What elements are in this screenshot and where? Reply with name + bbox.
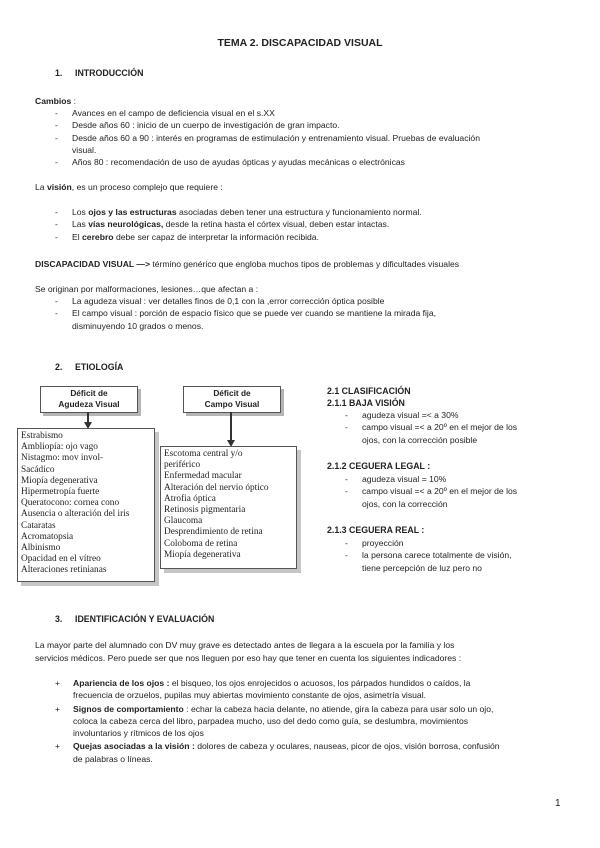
req-pre: Las (72, 219, 89, 230)
list-item: Albinismo (21, 543, 61, 554)
list-item: - La agudeza visual : ver detalles finos de 0,1 con la ,error corrección óptica posible (55, 295, 436, 307)
list-item: - campo visual =< a 20º en el mejor de los (345, 421, 517, 433)
list-item: Alteración del nervio óptico (164, 482, 269, 493)
ceguera-legal-list (345, 473, 517, 510)
indicator-bold: Signos de comportamiento (73, 703, 184, 714)
list-item: Desprendimiento de retina (164, 527, 263, 538)
list-item-continuation (55, 144, 480, 156)
campo-label-box (183, 386, 281, 413)
list-item: - proyección (345, 537, 512, 549)
req-post: desde la retina hasta el córtex visual, deben estar intactas. (163, 219, 390, 230)
list-item-continuation (345, 498, 517, 510)
indicator-bold: Quejas asociadas a la visión : (73, 741, 195, 752)
indicator-text: el bisqueo, los ojos enrojecidos o acuosos, los párpados hundidos o caídos, la (169, 678, 471, 688)
list-item: - la persona carece totalmente de visión, (345, 549, 512, 561)
list-item (55, 231, 422, 243)
vision-paragraph (35, 181, 223, 194)
list-item-continuation (55, 320, 436, 332)
section-3-intro-line2: servicios médicos. Pero puede ser que nos lleguen por eso hay que tener en cuenta los siguientes indicadores : (35, 653, 462, 663)
list-item: Sacádico (21, 464, 55, 475)
vision-post: , es un proceso complejo que requiere : (71, 182, 223, 192)
list-item: - agudeza visual = 10% (345, 473, 517, 485)
dv-bold: DISCAPACIDAD VISUAL —> (35, 259, 150, 269)
list-item-continuation (345, 434, 517, 446)
campo-list-box (160, 446, 297, 569)
list-item: - Avances en el campo de deficiencia visual en el s.XX (55, 107, 480, 119)
affects-list (55, 295, 436, 332)
vision-bold: visión (46, 182, 72, 192)
requirements-list (55, 206, 422, 243)
continuation-text: visual. (72, 144, 97, 155)
list-item: Atrofia óptica (164, 493, 216, 504)
req-bold: vías neurológicas, (88, 219, 164, 230)
origin-text: Se originan por malformaciones, lesiones…que afectan a : (35, 284, 259, 294)
ceguera-real-heading: 2.1.3 CEGUERA REAL : (327, 525, 425, 535)
indicator-text: involuntarios y rítmicos de los ojos (73, 728, 204, 739)
req-post: debe ser capaz de interpretar la información recibida. (113, 231, 319, 242)
dv-post: término genérico que engloba muchos tipos de problemas y dificultades visuales (150, 259, 460, 269)
page-title: TEMA 2. DISCAPACIDAD VISUAL (217, 37, 383, 49)
list-item: Alteraciones retinianas (21, 565, 107, 576)
cambios-label-text: Cambios (35, 96, 72, 106)
list-item: Coloboma de retina (164, 538, 238, 549)
agudeza-label-line2: Agudeza Visual (58, 399, 120, 409)
baja-vision-list (345, 409, 517, 446)
list-item: - agudeza visual =< a 30% (345, 409, 517, 421)
list-item: Estrabismo (21, 431, 63, 441)
list-item: Queratocono: cornea cono (21, 498, 120, 509)
cambios-colon: : (71, 96, 77, 106)
section-2-number: 2. (55, 362, 63, 372)
list-item: Hipermetropía fuerte (21, 487, 100, 498)
req-bold: cerebro (82, 231, 114, 242)
indicators-list (55, 677, 500, 766)
list-item: Acromatopsia (21, 531, 74, 542)
cambios-label (35, 95, 76, 108)
list-item: - Desde años 60 a 90 : interés en programas de estimulación y entrenamiento visual. Pruebas de evaluación (55, 132, 480, 144)
list-item: Enfermedad macular (164, 471, 242, 482)
campo-arrow-line (230, 412, 232, 442)
list-item: Nistagmo: mov invol- (21, 453, 104, 464)
agudeza-label-box (40, 386, 138, 413)
list-item: Glaucoma (164, 516, 203, 527)
continuation-text: ojos, con la corrección (362, 498, 448, 509)
section-3-intro-line1: La mayor parte del alumnado con DV muy grave es detectado antes de llegara a la escuela por la familia y los (35, 640, 455, 650)
section-1-number: 1. (55, 68, 63, 78)
agudeza-list-box (17, 428, 155, 582)
indicator-text: : echar la cabeza hacia delante, no atiende, gira la cabeza para usar solo un ojo, (183, 703, 494, 714)
list-item: Miopía degenerativa (21, 475, 98, 486)
vision-pre: La (35, 182, 47, 192)
agudeza-label-line1: Déficit de (70, 388, 108, 398)
campo-label-line2: Campo Visual (204, 399, 260, 409)
continuation-text: disminuyendo 10 grados o menos. (72, 320, 204, 331)
campo-label-line1: Déficit de (213, 388, 251, 398)
ceguera-real-list (345, 537, 512, 574)
list-item: Ausencia o alteración del iris (21, 509, 130, 520)
clasificacion-heading: 2.1 CLASIFICACIÓN (327, 386, 411, 396)
page-number: 1 (555, 798, 561, 809)
cambios-list (55, 107, 480, 168)
list-item-continuation (345, 562, 512, 574)
list-item: - Años 80 : recomendación de uso de ayudas ópticas y ayudas mecánicas o electrónicas (55, 156, 480, 168)
list-item: Escotoma central y/o (164, 449, 243, 459)
indicator-text: dolores de cabeza y oculares, nauseas, picor de ojos, visión borrosa, confusión (194, 741, 500, 752)
list-item: periférico (164, 460, 201, 471)
indicator-text: coloca la cabeza cerca del libro, parpadea mucho, uso del dedo como guía, se deslumbra, movimientos (73, 715, 469, 726)
list-item (55, 677, 500, 702)
indicator-bold: Apariencia de los ojos : (73, 678, 170, 688)
continuation-text: tiene percepción de luz pero no (362, 562, 482, 573)
section-3-heading: IDENTIFICACIÓN Y EVALUACIÓN (75, 614, 215, 624)
section-2-heading: ETIOLOGÍA (75, 362, 124, 372)
dv-definition (35, 258, 459, 271)
req-pre: El (72, 231, 83, 242)
list-item (55, 740, 500, 765)
list-item: - Desde años 60 : inicio de un cuerpo de investigación de gran impacto. (55, 119, 480, 131)
indicator-text: frecuencia de orzuelos, pupilas muy abiertas movimiento constante de ojos, asimetría visual. (73, 690, 426, 701)
section-3-number: 3. (55, 614, 63, 624)
indicator-text: de palabras o líneas. (73, 753, 153, 764)
ceguera-legal-heading: 2.1.2 CEGUERA LEGAL : (327, 461, 431, 471)
req-pre: Los (72, 207, 89, 217)
baja-vision-heading: 2.1.1 BAJA VISIÓN (327, 398, 405, 408)
continuation-text: ojos, con la corrección posible (362, 434, 478, 445)
list-item: Cataratas (21, 520, 56, 531)
list-item (55, 206, 422, 218)
req-post: asociadas deben tener una estructura y funcionamiento normal. (176, 207, 422, 217)
list-item (55, 703, 500, 740)
list-item: - El campo visual : porción de espacio físico que se puede ver cuando se mantiene la mirada fija, (55, 307, 436, 319)
section-1-heading: INTRODUCCIÓN (75, 68, 144, 78)
list-item: Miopía degenerativa (164, 549, 241, 560)
list-item: Retinosis pigmentaria (164, 505, 246, 516)
list-item: Ambliopía: ojo vago (21, 442, 98, 453)
list-item (55, 218, 422, 230)
list-item: - campo visual =< a 20º en el mejor de los (345, 485, 517, 497)
list-item: Opacidad en el vítreo (21, 554, 101, 565)
req-bold: ojos y las estructuras (88, 207, 177, 217)
